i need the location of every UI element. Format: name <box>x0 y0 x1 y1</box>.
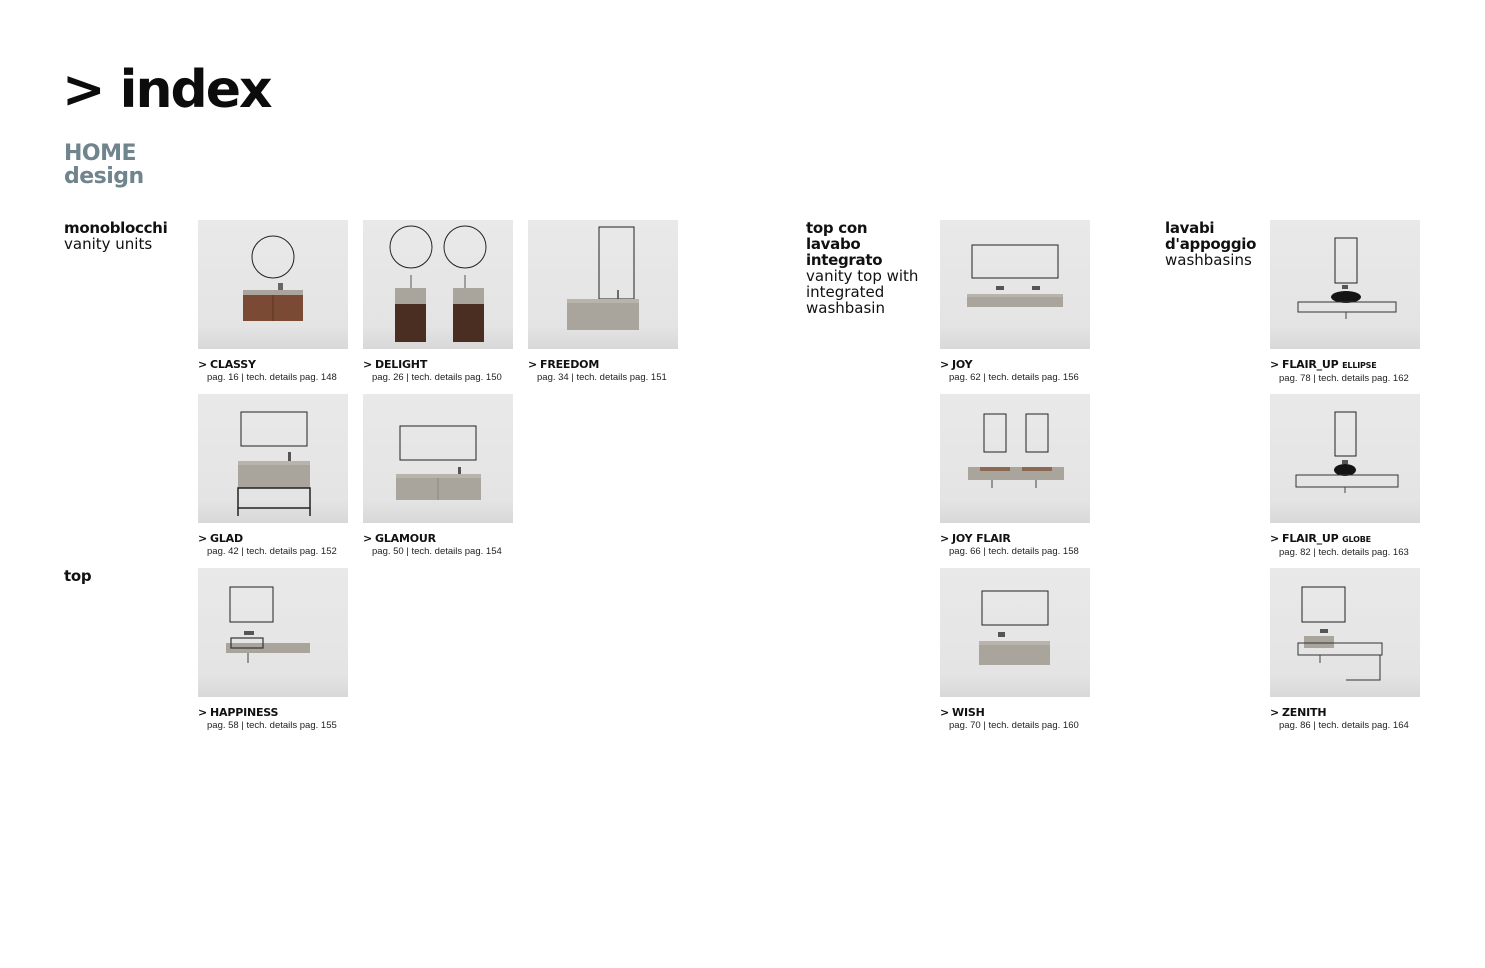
section-label-it: lavabi <box>1165 219 1215 237</box>
product-pages: pag. 34 | tech. details pag. 151 <box>537 372 667 383</box>
product-card-delight[interactable] <box>363 220 513 384</box>
product-card-classy[interactable] <box>198 220 348 384</box>
product-name[interactable]: > FLAIR_UP ELLIPSE <box>1270 358 1377 371</box>
section-label-en: integrated <box>806 283 885 301</box>
section-label-it: top con <box>806 219 868 237</box>
section-label-it: monoblocchi <box>64 219 168 237</box>
product-image-wish <box>940 568 1090 697</box>
section-label-en: washbasin <box>806 299 885 317</box>
product-pages: pag. 62 | tech. details pag. 156 <box>949 372 1079 383</box>
product-card-joy-flair[interactable] <box>940 394 1090 558</box>
product-image-flair-up-ellipse <box>1270 220 1420 349</box>
product-pages: pag. 66 | tech. details pag. 158 <box>949 546 1079 557</box>
product-image-flair-up-globe <box>1270 394 1420 523</box>
section-label-it: lavabo <box>806 235 861 253</box>
brand-line-1: HOME <box>64 141 137 166</box>
product-name[interactable]: > GLAMOUR <box>363 532 436 545</box>
product-image-glamour <box>363 394 513 523</box>
product-name[interactable]: > GLAD <box>198 532 243 545</box>
section-washbasins <box>1165 220 1256 268</box>
product-name[interactable]: > FLAIR_UP GLOBE <box>1270 532 1371 545</box>
brand-logo <box>64 142 144 188</box>
product-pages: pag. 50 | tech. details pag. 154 <box>372 546 502 557</box>
brand-line-2: design <box>64 164 144 189</box>
product-card-happiness[interactable] <box>198 568 348 732</box>
section-label-en: vanity units <box>64 235 153 253</box>
product-pages: pag. 26 | tech. details pag. 150 <box>372 372 502 383</box>
product-card-joy[interactable] <box>940 220 1090 384</box>
product-pages: pag. 86 | tech. details pag. 164 <box>1279 720 1409 731</box>
product-name[interactable]: > DELIGHT <box>363 358 428 371</box>
product-name[interactable]: > JOY FLAIR <box>940 532 1011 545</box>
product-pages: pag. 78 | tech. details pag. 162 <box>1279 373 1409 384</box>
section-label-it: integrato <box>806 251 883 269</box>
product-pages: pag. 42 | tech. details pag. 152 <box>207 546 337 557</box>
product-name[interactable]: > JOY <box>940 358 973 371</box>
product-image-classy <box>198 220 348 349</box>
product-name[interactable]: > WISH <box>940 706 985 719</box>
product-name[interactable]: > CLASSY <box>198 358 256 371</box>
product-image-zenith <box>1270 568 1420 697</box>
product-image-delight <box>363 220 513 349</box>
product-name[interactable]: > FREEDOM <box>528 358 600 371</box>
product-card-zenith[interactable] <box>1270 568 1420 732</box>
section-label-en: vanity top with <box>806 267 919 285</box>
product-name[interactable]: > ZENITH <box>1270 706 1327 719</box>
product-card-flair-up-ellipse[interactable] <box>1270 220 1420 385</box>
section-label-en: washbasins <box>1165 251 1252 269</box>
product-pages: pag. 82 | tech. details pag. 163 <box>1279 547 1409 558</box>
product-card-flair-up-globe[interactable] <box>1270 394 1420 559</box>
section-vanity-units <box>64 220 167 252</box>
product-pages: pag. 70 | tech. details pag. 160 <box>949 720 1079 731</box>
product-card-wish[interactable] <box>940 568 1090 732</box>
product-image-joy-flair <box>940 394 1090 523</box>
section-label-it: top <box>64 567 92 585</box>
product-image-freedom <box>528 220 678 349</box>
product-pages: pag. 58 | tech. details pag. 155 <box>207 720 337 731</box>
section-label-it: d'appoggio <box>1165 235 1257 253</box>
product-image-happiness <box>198 568 348 697</box>
product-name[interactable]: > HAPPINESS <box>198 706 279 719</box>
section-top <box>64 568 91 584</box>
product-image-joy <box>940 220 1090 349</box>
product-card-glamour[interactable] <box>363 394 513 558</box>
product-card-glad[interactable] <box>198 394 348 558</box>
section-integrated-top <box>806 220 918 316</box>
product-pages: pag. 16 | tech. details pag. 148 <box>207 372 337 383</box>
page-title: > index <box>62 60 271 120</box>
product-card-freedom[interactable] <box>528 220 678 384</box>
product-image-glad <box>198 394 348 523</box>
